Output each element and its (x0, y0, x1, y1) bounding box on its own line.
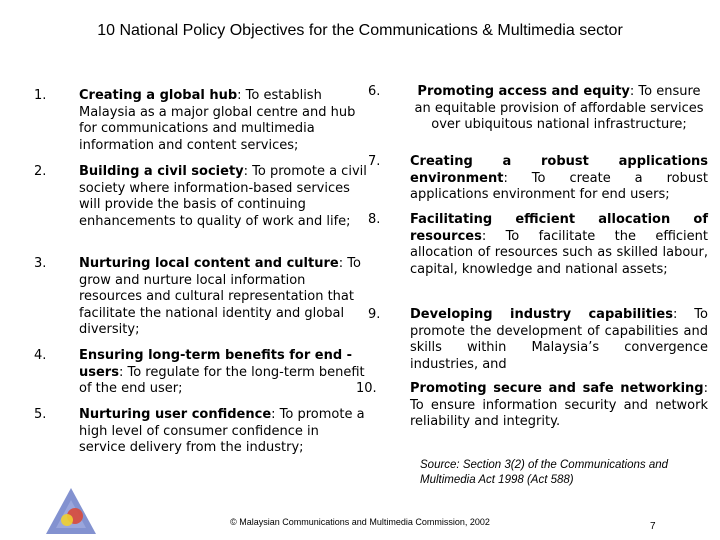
objective-body (79, 256, 369, 339)
objective-number: 1. (34, 88, 47, 103)
objective-body (410, 307, 708, 373)
objective-heading: Promoting access and equity (417, 84, 630, 99)
objective-text: : To create a robust applications environment for end users; (410, 170, 708, 203)
objective-text: : To ensure an equitable provision of affordable services over ubiquitous national infrastructure; (414, 84, 704, 133)
mcmc-logo-icon (42, 482, 100, 540)
objective-heading: Building a civil society (79, 164, 244, 179)
objective-heading: Creating a robust applications environment (410, 154, 708, 186)
objective-text: : To ensure information security and network reliability and integrity. (410, 381, 708, 430)
objective-number: 10. (356, 381, 377, 396)
objective-body (410, 212, 708, 278)
objective-number: 9. (368, 307, 381, 322)
objective-heading: Promoting secure and safe networking (410, 381, 704, 396)
objective-heading: Nurturing user confidence (79, 407, 272, 422)
objective-number: 8. (368, 212, 381, 227)
objective-body (410, 84, 708, 134)
objective-body (410, 381, 708, 431)
objective-body (79, 407, 369, 457)
objective-number: 6. (368, 84, 381, 99)
objective-number: 4. (34, 348, 47, 363)
objective-text: : To facilitate the efficient allocation of resources such as skilled labour, capital, knowledge and national assets; (410, 228, 708, 277)
page-number: 7 (650, 521, 656, 532)
objective-body (79, 164, 369, 230)
objective-number: 3. (34, 256, 47, 271)
objective-heading: Creating a global hub (79, 88, 238, 103)
objective-heading: Ensuring long-term benefits for end -users (79, 348, 353, 380)
objective-body (79, 88, 369, 154)
objective-text: : To regulate for the long-term benefit of the end user; (79, 364, 365, 397)
slide-title: 10 National Policy Objectives for the Communications & Multimedia sector (97, 22, 623, 39)
objective-heading: Nurturing local content and culture (79, 256, 339, 271)
source-citation: Source: Section 3(2) of the Communications and Multimedia Act 1998 (Act 588) (420, 459, 669, 486)
objective-text: : To establish Malaysia as a major global centre and hub for communications and multimedia information and content services; (79, 88, 356, 153)
objective-number: 5. (34, 407, 47, 422)
objective-heading: Facilitating efficient allocation of resources (410, 212, 708, 244)
objective-text: : To promote a civil society where information-based services will provide the basis of continuing enhancements to quality of work and life; (79, 164, 367, 229)
objective-number: 7. (368, 154, 381, 169)
objective-text: : To promote the development of capabilities and skills within Malaysia’s convergence industries, and (410, 307, 708, 372)
objective-number: 2. (34, 164, 47, 179)
objective-text: : To promote a high level of consumer confidence in service delivery from the industry; (79, 407, 365, 456)
objective-heading: Developing industry capabilities (410, 307, 673, 322)
copyright-footer: © Malaysian Communications and Multimedia Commission, 2002 (230, 517, 490, 527)
objective-body (410, 154, 708, 204)
objective-body (79, 348, 369, 398)
objective-text: : To grow and nurture local information resources and cultural representation that facilitate the national identity and global diversity; (79, 256, 361, 338)
